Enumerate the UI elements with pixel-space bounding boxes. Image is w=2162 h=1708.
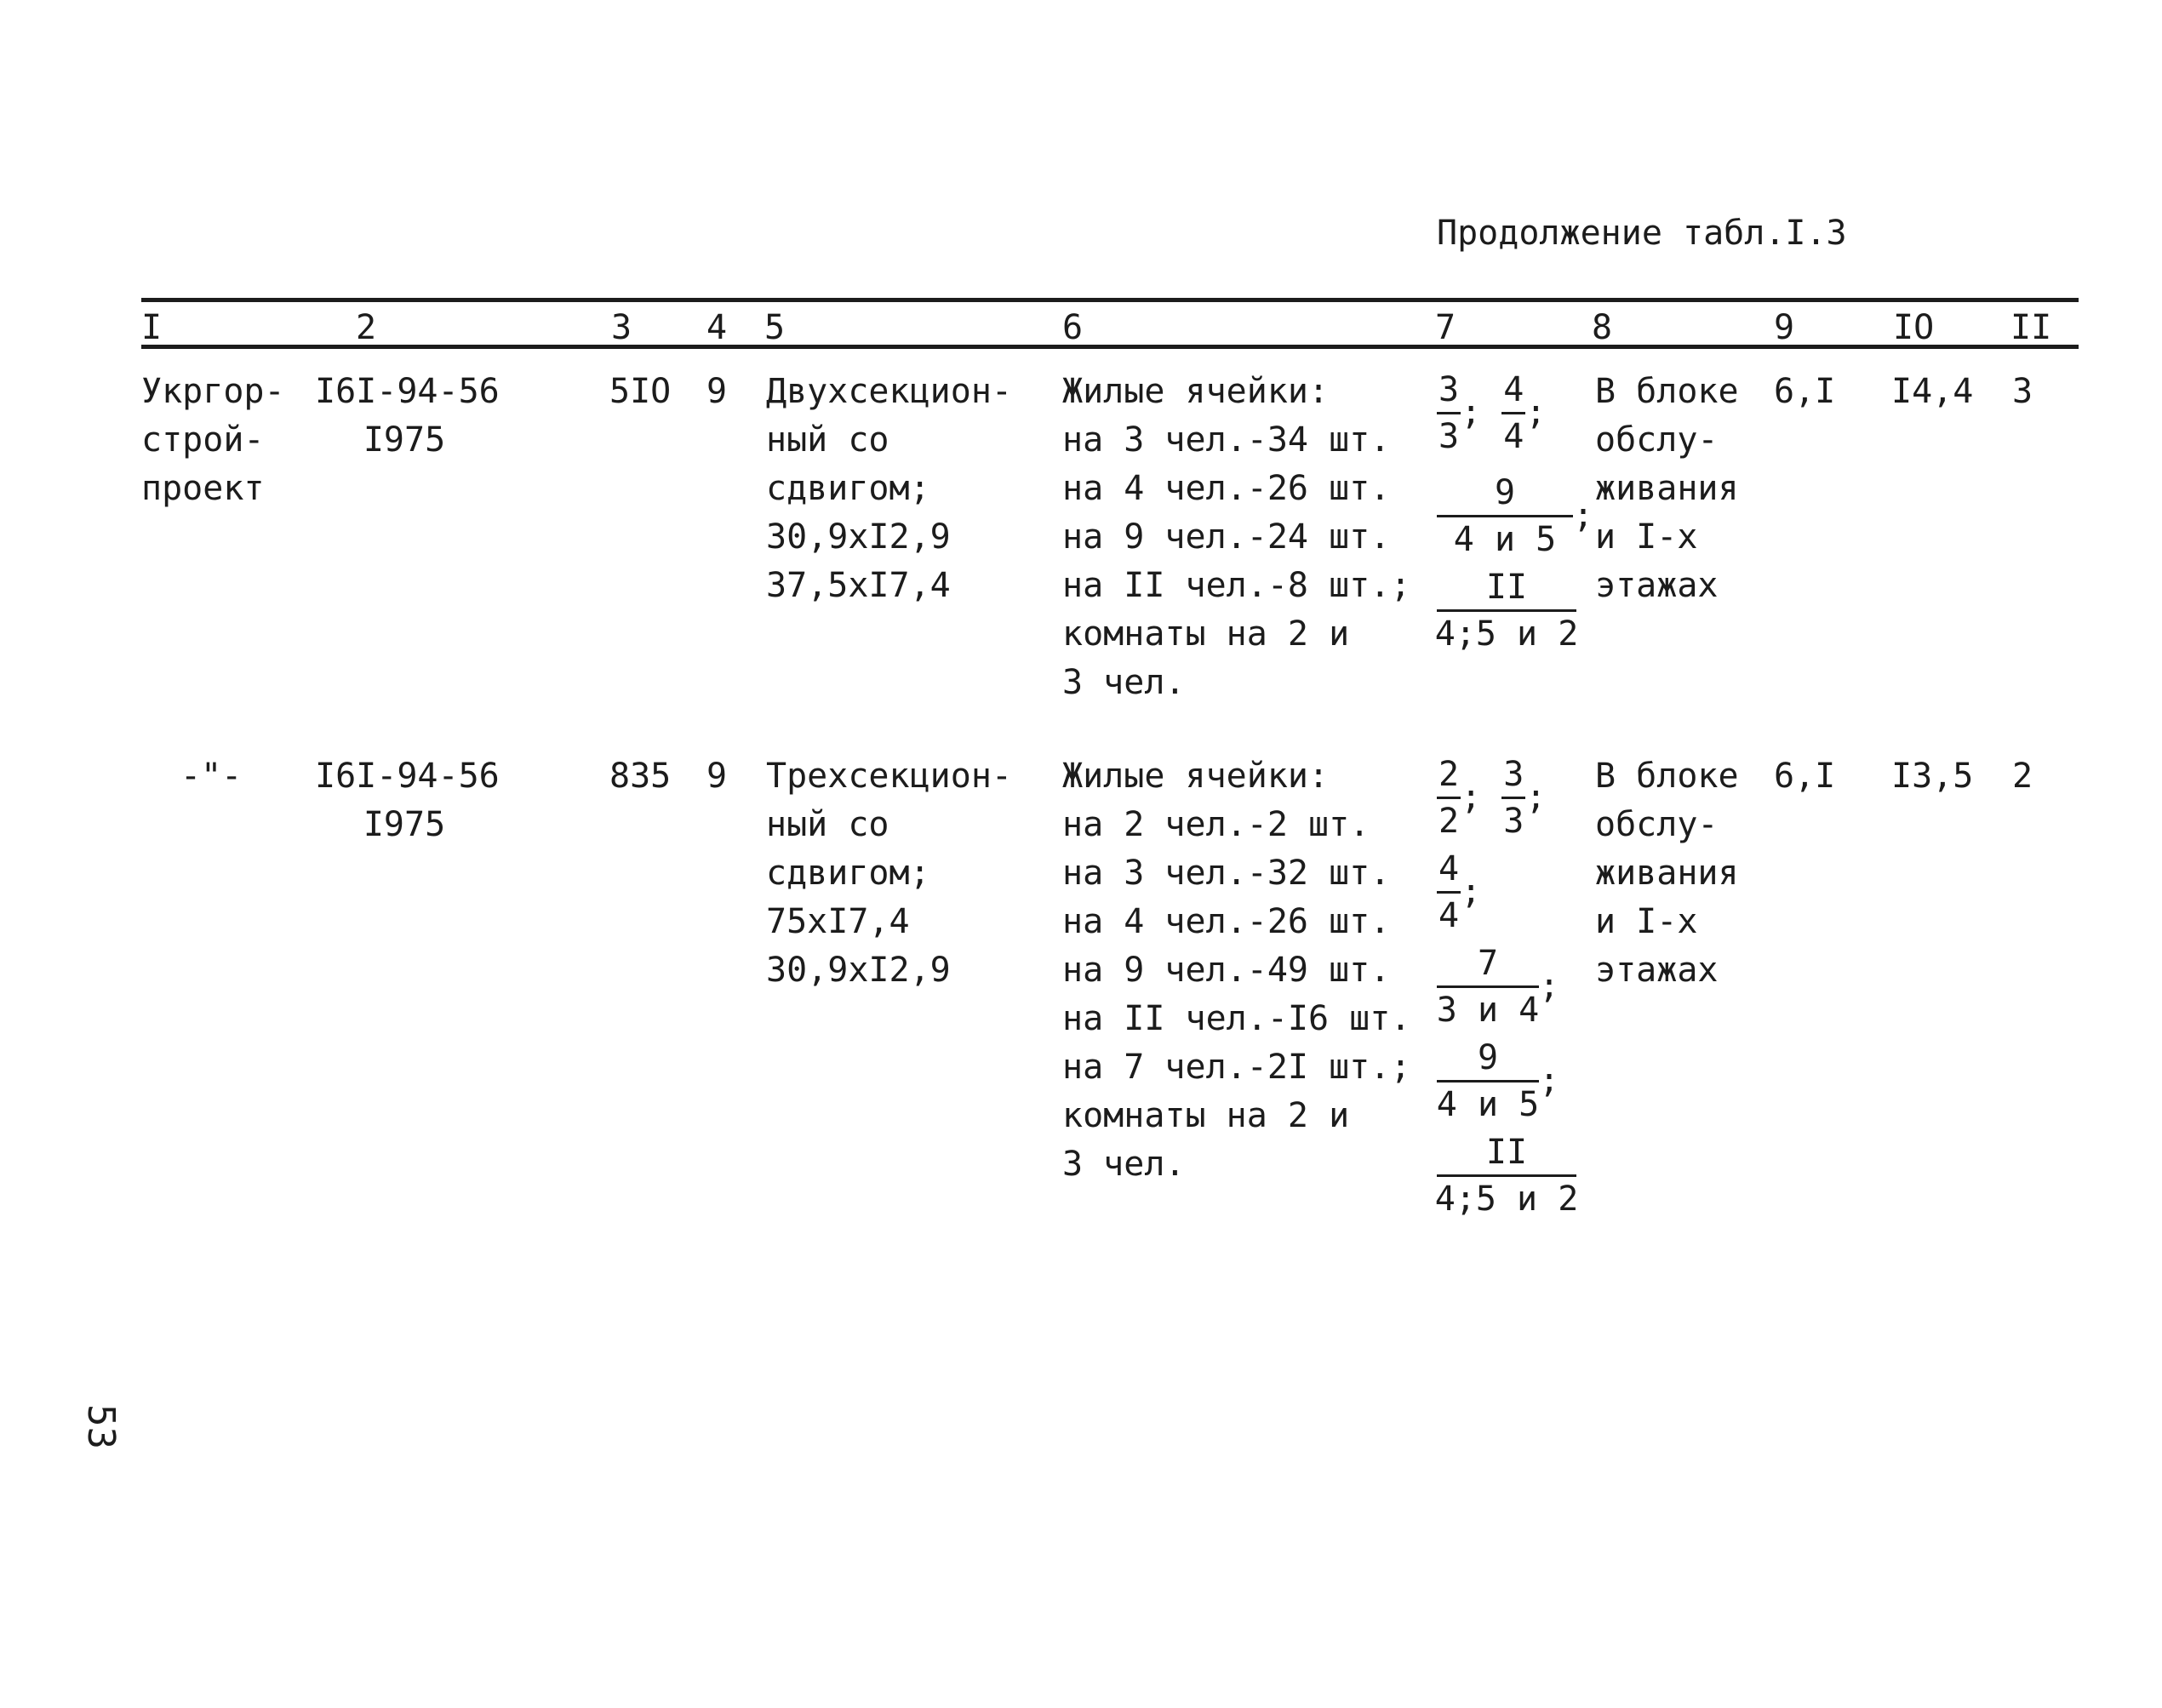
column-header-1: I — [141, 308, 163, 347]
table-row-1-col10: I4,4 — [1891, 372, 1974, 411]
fraction-line — [1434, 1130, 1579, 1221]
table-caption: Продолжение табл.I.3 — [1437, 214, 1847, 253]
location-line: этажах — [1595, 951, 1719, 990]
table-row-1-units — [1062, 368, 1410, 707]
page-number: 53 — [78, 1404, 123, 1449]
fraction-pair: $\frac{3}{3}$ ; $\frac{4}{4}$ ; — [1437, 368, 1593, 459]
table-row-1-fractions — [1434, 368, 1594, 656]
location-line: В блоке — [1595, 757, 1739, 796]
column-header-8: 8 — [1592, 308, 1613, 347]
units-line: на 3 чел.-32 шт. — [1062, 854, 1391, 893]
units-line: Жилые ячейки: — [1062, 372, 1330, 411]
column-header-3: 3 — [611, 308, 632, 347]
description-line: 37,5xI7,4 — [766, 566, 951, 605]
description-line: 30,9xI2,9 — [766, 951, 951, 990]
location-line: В блоке — [1595, 372, 1739, 411]
project-number: I6I-94-56 — [315, 757, 500, 796]
table-row-1-org — [141, 368, 285, 513]
project-year: I975 — [363, 420, 446, 460]
description-line: ный со — [766, 420, 889, 460]
table-row-2-description — [766, 752, 1012, 995]
units-line: комнаты на 2 и — [1062, 614, 1350, 654]
table-row-2-floors: 9 — [706, 757, 728, 796]
column-header-5: 5 — [764, 308, 786, 347]
fraction: $\frac{4}{4}$ — [1437, 847, 1461, 938]
location-line: обслу- — [1595, 420, 1719, 460]
units-line: на 3 чел.-34 шт. — [1062, 420, 1391, 460]
units-line: на 2 чел.-2 шт. — [1062, 805, 1370, 844]
location-line: живания — [1595, 854, 1739, 893]
column-header-10: IO — [1893, 308, 1935, 347]
fraction-line: $\frac{9}{4 и 5}$ ; — [1437, 1036, 1576, 1127]
project-year: I975 — [363, 805, 446, 844]
fraction: $\frac{7}{3 и 4}$ — [1437, 941, 1539, 1032]
location-line: и I-х — [1595, 517, 1698, 557]
units-line: комнаты на 2 и — [1062, 1096, 1350, 1135]
location-line: живания — [1595, 469, 1739, 508]
units-line: на II чел.-I6 шт. — [1062, 999, 1411, 1038]
units-line: на 9 чел.-24 шт. — [1062, 517, 1391, 557]
description-line: ный со — [766, 805, 889, 844]
table-row-1-project — [315, 368, 500, 465]
table-row-1-floors: 9 — [706, 372, 728, 411]
units-line: на 4 чел.-26 шт. — [1062, 902, 1391, 941]
fraction: $\frac{9}{4 и 5}$ — [1437, 1036, 1539, 1127]
column-header-11: II — [2010, 308, 2052, 347]
units-line: на II чел.-8 шт.; — [1062, 566, 1411, 605]
units-line: 3 чел. — [1062, 663, 1186, 702]
fraction: $\frac{II}{4;5 и 2}$ — [1437, 1130, 1576, 1221]
table-row-1-col9: 6,I — [1774, 372, 1836, 411]
fraction-pair: $\frac{2}{2}$ ; $\frac{3}{3}$ ; — [1437, 752, 1576, 843]
table-row-2-units — [1062, 752, 1410, 1189]
table-row-2-col3: 835 — [609, 757, 672, 796]
table-row-2-org: -"- — [180, 757, 243, 796]
table-row-1-description — [766, 368, 1012, 610]
units-line: Жилые ячейки: — [1062, 757, 1330, 796]
column-header-2: 2 — [356, 308, 377, 347]
fraction-line: $\frac{9}{4 и 5}$ ; — [1437, 471, 1593, 562]
description-line: Трехсекцион- — [766, 757, 1012, 796]
table-row-2-col9: 6,I — [1774, 757, 1836, 796]
table-row-1-col3: 5IO — [609, 372, 672, 411]
units-line: на 9 чел.-49 шт. — [1062, 951, 1391, 990]
description-line: 75xI7,4 — [766, 902, 910, 941]
project-number: I6I-94-56 — [315, 372, 500, 411]
table-row-2-location — [1595, 752, 1739, 995]
fraction: $\frac{9}{4 и 5}$ — [1437, 471, 1573, 562]
description-line: 30,9xI2,9 — [766, 517, 951, 557]
table-row-2-col10: I3,5 — [1891, 757, 1974, 796]
column-header-9: 9 — [1774, 308, 1795, 347]
column-header-4: 4 — [706, 308, 728, 347]
table-row-1-col11: 3 — [2012, 372, 2033, 411]
org-line: строй- — [141, 420, 265, 460]
location-line: обслу- — [1595, 805, 1719, 844]
column-header-7: 7 — [1435, 308, 1456, 347]
table-top-rule — [141, 298, 2079, 302]
org-line: Укргор- — [141, 372, 285, 411]
units-line: на 4 чел.-26 шт. — [1062, 469, 1391, 508]
table-row-2-project — [315, 752, 500, 849]
fraction-line — [1434, 565, 1593, 656]
location-line: и I-х — [1595, 902, 1698, 941]
table-row-2-fractions — [1434, 752, 1579, 1221]
fraction: $\frac{3}{3}$ — [1501, 752, 1525, 843]
fraction: $\frac{3}{3}$ — [1437, 368, 1461, 459]
fraction-single: $\frac{4}{4}$ ; — [1437, 847, 1576, 938]
table-row-1-location — [1595, 368, 1739, 610]
column-header-6: 6 — [1062, 308, 1084, 347]
fraction-line: $\frac{7}{3 и 4}$ ; — [1437, 941, 1576, 1032]
fraction: $\frac{2}{2}$ — [1437, 752, 1461, 843]
table-row-2-col11: 2 — [2012, 757, 2033, 796]
description-line: сдвигом; — [766, 469, 930, 508]
fraction: $\frac{4}{4}$ — [1501, 368, 1525, 459]
units-line: на 7 чел.-2I шт.; — [1062, 1048, 1411, 1087]
org-line: проект — [141, 469, 265, 508]
description-line: Двухсекцион- — [766, 372, 1012, 411]
units-line: 3 чел. — [1062, 1145, 1186, 1184]
fraction: $\frac{II}{4;5 и 2}$ — [1437, 565, 1576, 656]
location-line: этажах — [1595, 566, 1719, 605]
description-line: сдвигом; — [766, 854, 930, 893]
